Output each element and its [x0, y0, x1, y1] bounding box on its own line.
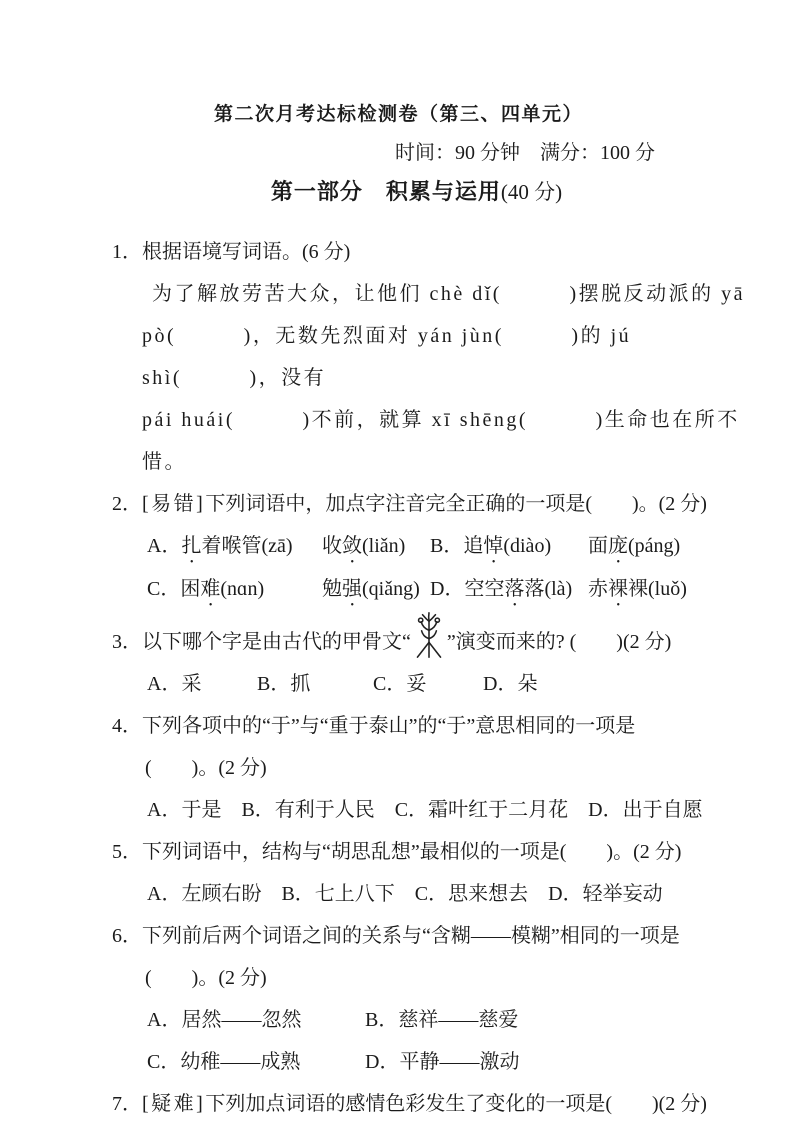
question-2-tag: [易错]	[142, 493, 206, 515]
question-5-options-row: A．左顾右盼 B．七上八下 C．思来想去 D．轻举妄动	[147, 883, 663, 905]
question-3-option-d: D．朵	[483, 673, 538, 695]
question-3-option-a: A．采	[147, 673, 202, 695]
option-c-word1-post: (nɑn)	[220, 578, 265, 600]
question-2-number: 2．	[112, 493, 142, 515]
question-6-option-c: C．幼稚——成熟	[147, 1051, 301, 1073]
question-6-number: 6．	[112, 925, 142, 947]
question-2-options-row-2	[112, 568, 755, 611]
question-4-text: 下列各项中的“于”与“重于泰山”的“于”意思相同的一项是	[142, 715, 636, 737]
question-2-option-b	[430, 525, 588, 568]
question-6-options-row-1	[112, 999, 755, 1041]
option-a-word1-post: 着喉管(zā)	[201, 535, 293, 557]
option-d-word2-dotted-char: 裸	[608, 578, 628, 600]
question-3-option-c: C．妥	[373, 673, 427, 695]
question-7-text: 下列加点词语的感情色彩发生了变化的一项是( )(2 分)	[205, 1093, 707, 1115]
question-3-option-b: B．抓	[257, 673, 311, 695]
question-4-answer-blank: ( )。(2 分)	[145, 757, 267, 779]
question-3-options-row	[112, 663, 755, 705]
option-b-word2-dotted-char: 庞	[608, 535, 628, 557]
option-b-label: B．	[430, 535, 464, 557]
option-d-word2-pre: 赤	[588, 578, 608, 600]
question-6-options-row-2	[112, 1041, 755, 1083]
option-b-word1-dotted-char: 悼	[483, 535, 504, 557]
question-3-stem	[112, 611, 755, 663]
question-1-stem	[112, 231, 755, 273]
question-5-text: 下列词语中，结构与“胡思乱想”最相似的一项是( )。(2 分)	[142, 841, 682, 863]
section-heading	[112, 174, 755, 211]
question-5-number: 5．	[112, 841, 142, 863]
option-b-word1-pre: 追	[463, 535, 484, 557]
option-d-word1-pre: 空空	[464, 578, 505, 600]
option-b-word1-post: (diào)	[503, 535, 552, 557]
option-d-word1-post: 落(là)	[524, 578, 573, 600]
section-heading-text: 第一部分 积累与运用	[270, 179, 501, 204]
question-6-option-a: A．居然——忽然	[147, 1009, 302, 1031]
question-3-text-before-glyph: 以下哪个字是由古代的甲骨文“	[142, 631, 411, 653]
question-2-option-c	[147, 568, 322, 611]
question-2-option-d-word2	[588, 568, 755, 611]
option-b-word2-post: (páng)	[628, 535, 681, 557]
question-4-number: 4．	[112, 715, 142, 737]
question-2-text: 下列词语中，加点字注音完全正确的一项是( )。(2 分)	[205, 493, 707, 515]
section-heading-score: (40 分)	[500, 180, 563, 204]
question-2-option-b-word2	[588, 525, 755, 568]
question-2-option-c-word2	[322, 568, 430, 611]
option-c-word2-dotted-char: 强	[342, 578, 362, 600]
question-6-option-b: B．慈祥——慈爱	[365, 1009, 519, 1031]
option-d-word1-dotted-char: 落	[504, 578, 525, 600]
oracle-bone-cai-glyph-icon	[413, 611, 445, 659]
question-1-number: 1．	[112, 241, 142, 263]
question-2-option-a-word2	[322, 525, 430, 568]
question-1-text: 根据语境写词语。(6 分)	[142, 241, 351, 263]
question-6-stem	[112, 915, 755, 957]
question-3-text-after-glyph: ”演变而来的? ( )(2 分)	[446, 631, 672, 653]
question-6-option-d: D．平静——激动	[365, 1051, 520, 1073]
question-7-tag: [疑难]	[142, 1093, 206, 1115]
option-d-label: D．	[430, 578, 465, 600]
question-1-passage-line-2: pò( )，无数先烈面对 yán jùn( )的 jú shì( )，没有	[142, 325, 632, 389]
question-2-stem	[112, 483, 755, 525]
question-5-stem	[112, 831, 755, 873]
question-2-options-row-1	[112, 525, 755, 568]
option-c-word2-pre: 勉	[322, 578, 342, 600]
option-a-word2-pre: 收	[322, 535, 342, 557]
exam-title: 第二次月考达标检测卷（第三、四单元）	[213, 104, 583, 125]
question-7-number: 7．	[112, 1093, 142, 1115]
question-2-option-a	[147, 525, 322, 568]
option-c-word1-pre: 困	[180, 578, 201, 600]
option-d-word2-post: 裸(luǒ)	[628, 578, 687, 600]
option-a-label: A．	[147, 535, 182, 557]
exam-time-score-line: 时间：90 分钟 满分：100 分	[395, 142, 655, 164]
question-1-passage-line-3: pái huái( )不前，就算 xī shēng( )生命也在所不惜。	[142, 409, 740, 473]
question-7-stem	[112, 1083, 755, 1122]
option-c-label: C．	[147, 578, 181, 600]
option-b-word2-pre: 面	[588, 535, 608, 557]
question-4-options-row: A．于是 B．有利于人民 C．霜叶红于二月花 D．出于自愿	[147, 799, 703, 821]
option-a-word2-dotted-char: 敛	[342, 535, 362, 557]
question-6-text: 下列前后两个词语之间的关系与“含糊——模糊”相同的一项是	[142, 925, 680, 947]
option-a-word2-post: (liǎn)	[362, 535, 406, 557]
question-3-number: 3．	[112, 631, 142, 653]
option-c-word2-post: (qiǎng)	[362, 578, 420, 600]
question-4-stem	[112, 705, 755, 747]
option-a-word1-dotted-char: 扎	[181, 535, 202, 557]
question-1-passage-line-1: 为了解放劳苦大众，让他们 chè dǐ( )摆脱反动派的 yā	[152, 283, 746, 305]
option-c-word1-dotted-char: 难	[200, 578, 221, 600]
question-2-option-d	[430, 568, 588, 611]
question-6-answer-blank: ( )。(2 分)	[145, 967, 267, 989]
